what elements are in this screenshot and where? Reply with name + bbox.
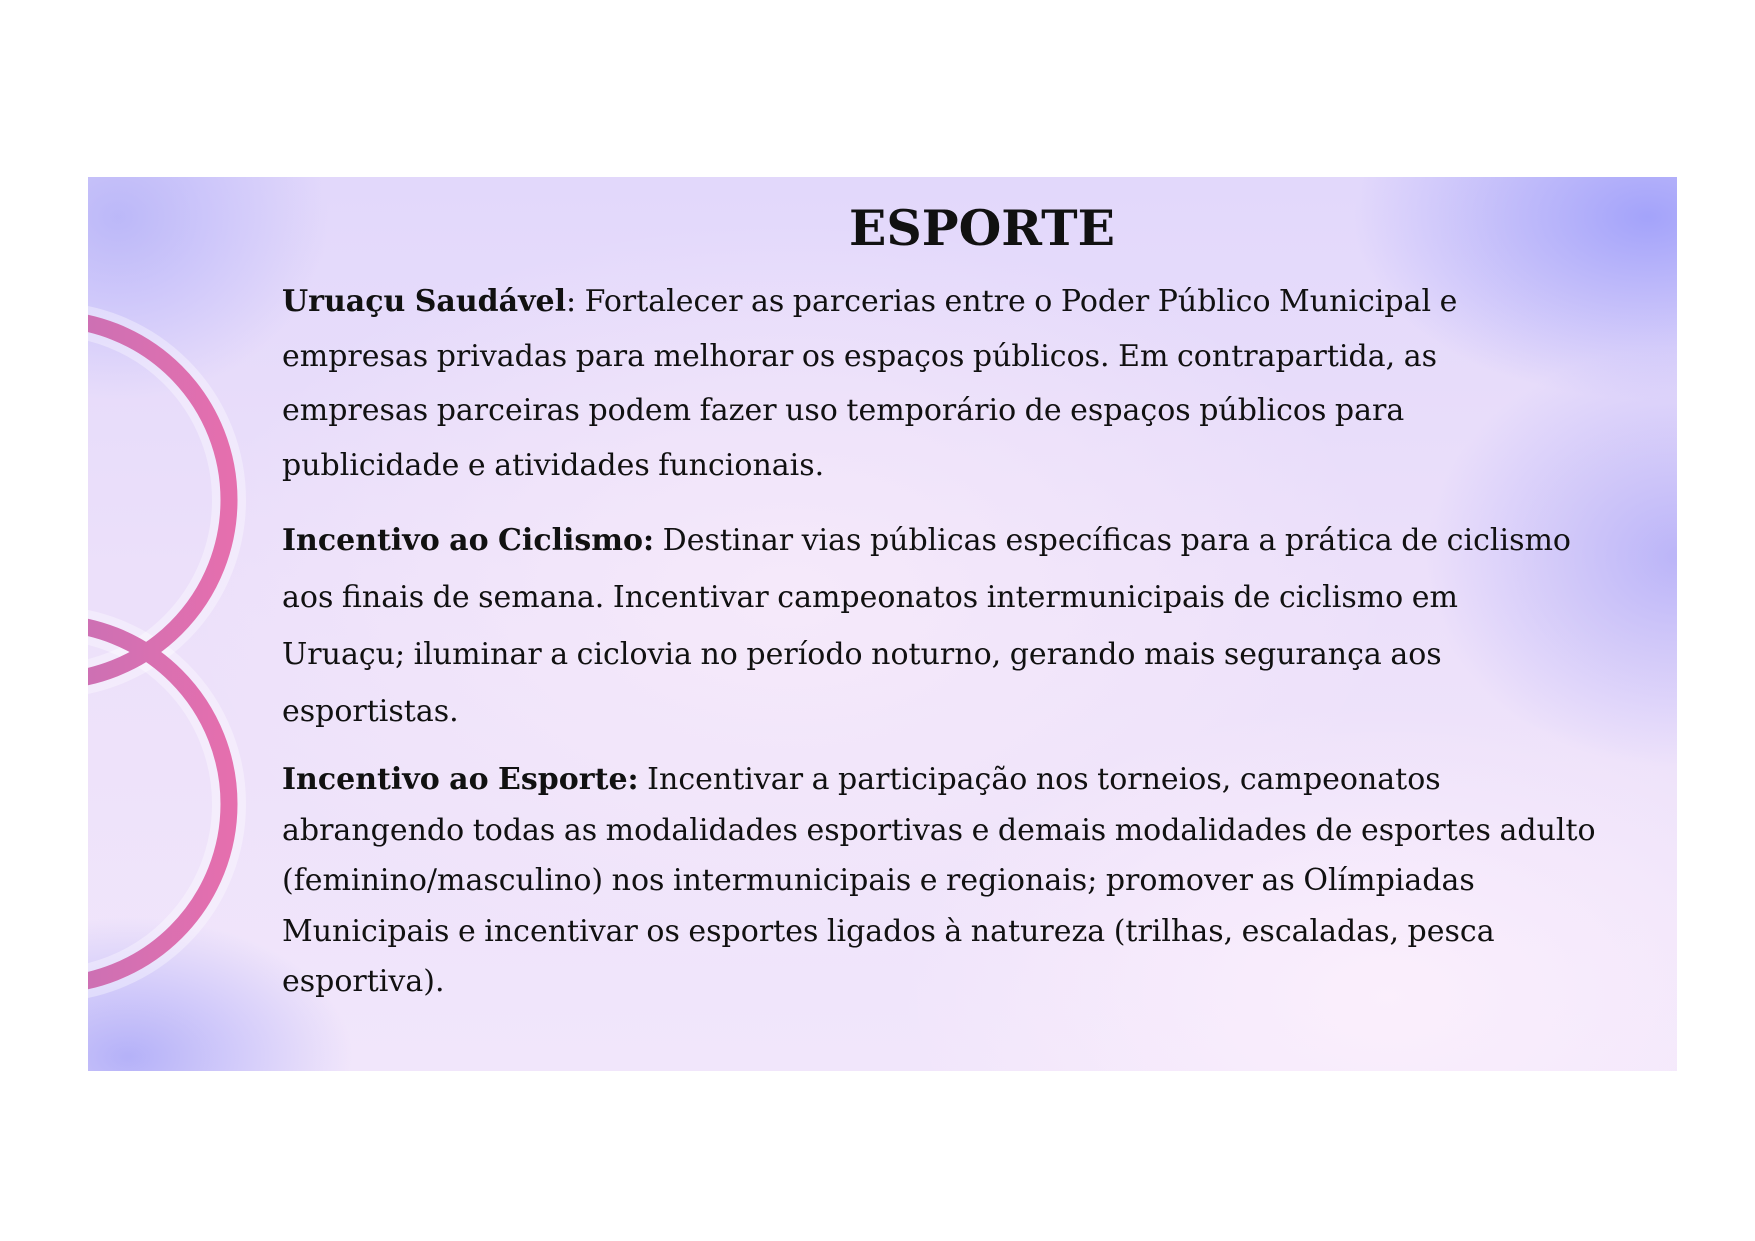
section-text: Incentivar a participação nos torneios, campeonatos abrangendo todas as modalidades esportivas e demais modalidades de esportes adulto (feminino/masculino) nos intermunicipais e regionais; promover as Olímpiadas Municipais e incentivar os esportes ligados à natureza (trilhas, escaladas, pesca esportiva). <box>282 762 1596 999</box>
section-separator: : <box>566 284 585 319</box>
slide <box>88 177 1677 1071</box>
section-uruacu-saudavel <box>282 275 1582 493</box>
decorative-rings <box>88 177 308 1071</box>
section-text: Fortalecer as parcerias entre o Poder Público Municipal e empresas privadas para melhorar os espaços públicos. Em contrapartida, as empresas parceiras podem fazer uso temporário de espaços públicos para publicidade e atividades funcionais. <box>282 284 1458 483</box>
section-text: Destinar vias públicas específicas para a prática de ciclismo aos finais de semana. Incentivar campeonatos intermunicipais de ciclismo em Uruaçu; iluminar a ciclovia no período noturno, gerando mais segurança aos esportistas. <box>282 523 1571 729</box>
section-heading: Incentivo ao Ciclismo: <box>282 523 655 558</box>
slide-title: ESPORTE <box>849 199 1115 257</box>
section-separator <box>654 523 663 558</box>
section-heading: Incentivo ao Esporte: <box>282 762 639 797</box>
section-incentivo-esporte <box>282 755 1622 1008</box>
section-incentivo-ciclismo <box>282 512 1582 740</box>
section-separator <box>639 762 648 797</box>
section-heading: Uruaçu Saudável <box>282 284 566 319</box>
